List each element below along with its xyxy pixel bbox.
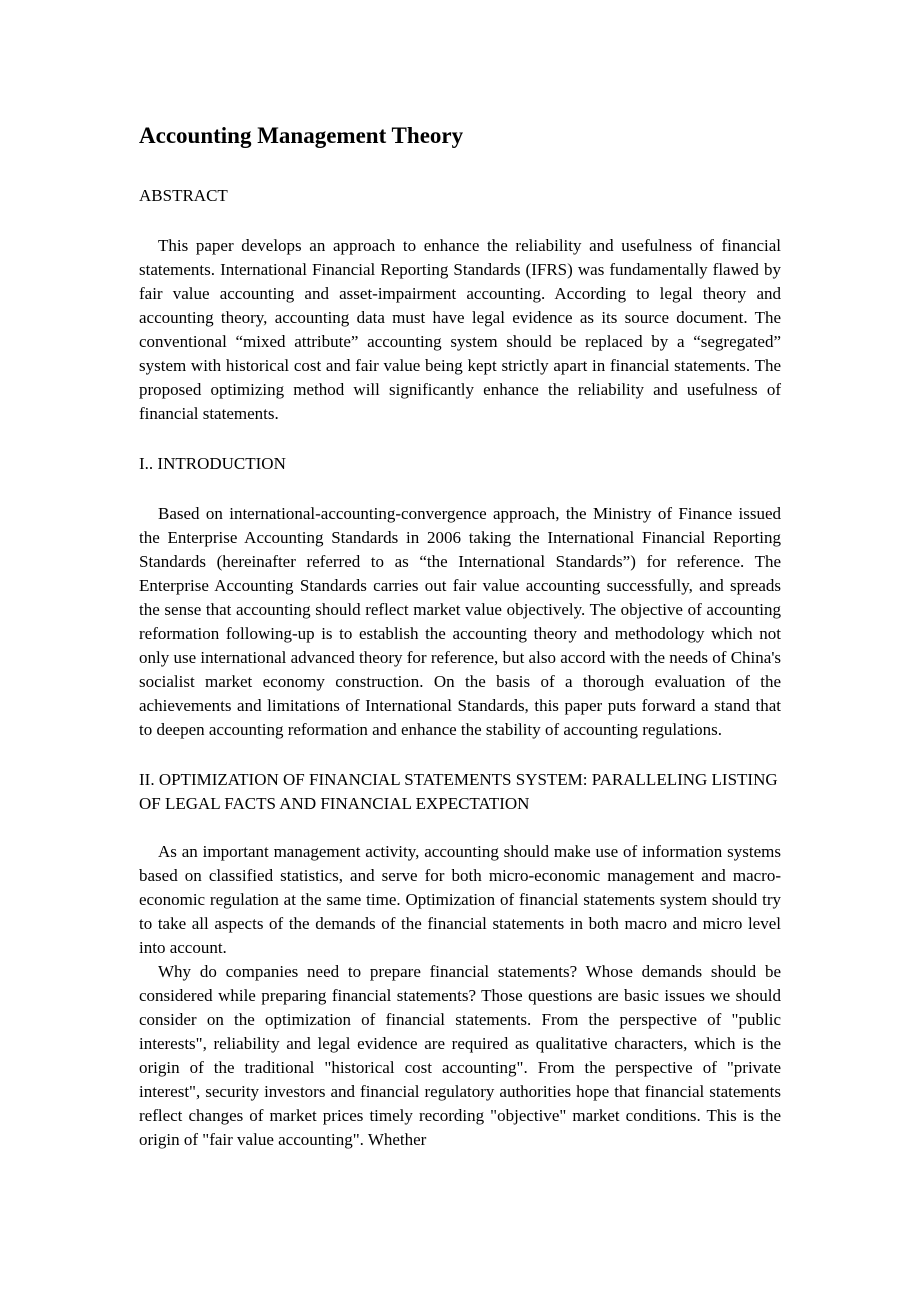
document-page — [139, 121, 781, 1152]
abstract-paragraph: This paper develops an approach to enhance the reliability and usefulness of financial statements. International Financial Reporting Standards (IFRS) was fundamentally flawed by fair value accounting and asset-impairment accounting. According to legal theory and accounting theory, accounting data must have legal evidence as its source document. The conventional “mixed attribute” accounting system should be replaced by a “segregated” system with historical cost and fair value being kept strictly apart in financial statements. The proposed optimizing method will significantly enhance the reliability and usefulness of financial statements. — [139, 236, 781, 423]
optimization-paragraph-1: As an important management activity, accounting should make use of information systems based on classified statistics, and serve for both micro-economic management and macro-economic regulation at the same time. Optimization of financial statements system should try to take all aspects of the demands of the financial statements in both macro and micro level into account. — [139, 842, 781, 957]
section-optimization — [139, 768, 781, 1152]
section-introduction — [139, 452, 781, 742]
section-abstract — [139, 184, 781, 426]
section-heading-abstract: ABSTRACT — [139, 186, 228, 205]
document-title: Accounting Management Theory — [139, 123, 464, 148]
section-heading-optimization: II. OPTIMIZATION OF FINANCIAL STATEMENTS SYSTEM: PARALLELING LISTING OF LEGAL FACTS AND FINANCIAL EXPECTATION — [139, 770, 778, 813]
optimization-paragraph-2: Why do companies need to prepare financial statements? Whose demands should be considered while preparing financial statements? Those questions are basic issues we should consider on the optimization of financial statements. From the perspective of "public interests", reliability and legal evidence are required as qualitative characters, which is the origin of the traditional "historical cost accounting". From the perspective of "private interest", security investors and financial regulatory authorities hope that financial statements reflect changes of market prices timely recording "objective" market conditions. This is the origin of "fair value accounting". Whether — [139, 962, 781, 1149]
section-heading-introduction: I.. INTRODUCTION — [139, 454, 286, 473]
introduction-paragraph: Based on international-accounting-convergence approach, the Ministry of Finance issued the Enterprise Accounting Standards in 2006 taking the International Financial Reporting Standards (hereinafter referred to as “the International Standards”) for reference. The Enterprise Accounting Standards carries out fair value accounting successfully, and spreads the sense that accounting should reflect market value objectively. The objective of accounting reformation following-up is to establish the accounting theory and methodology which not only use international advanced theory for reference, but also accord with the needs of China's socialist market economy construction. On the basis of a thorough evaluation of the achievements and limitations of International Standards, this paper puts forward a stand that to deepen accounting reformation and enhance the stability of accounting regulations. — [139, 504, 781, 739]
